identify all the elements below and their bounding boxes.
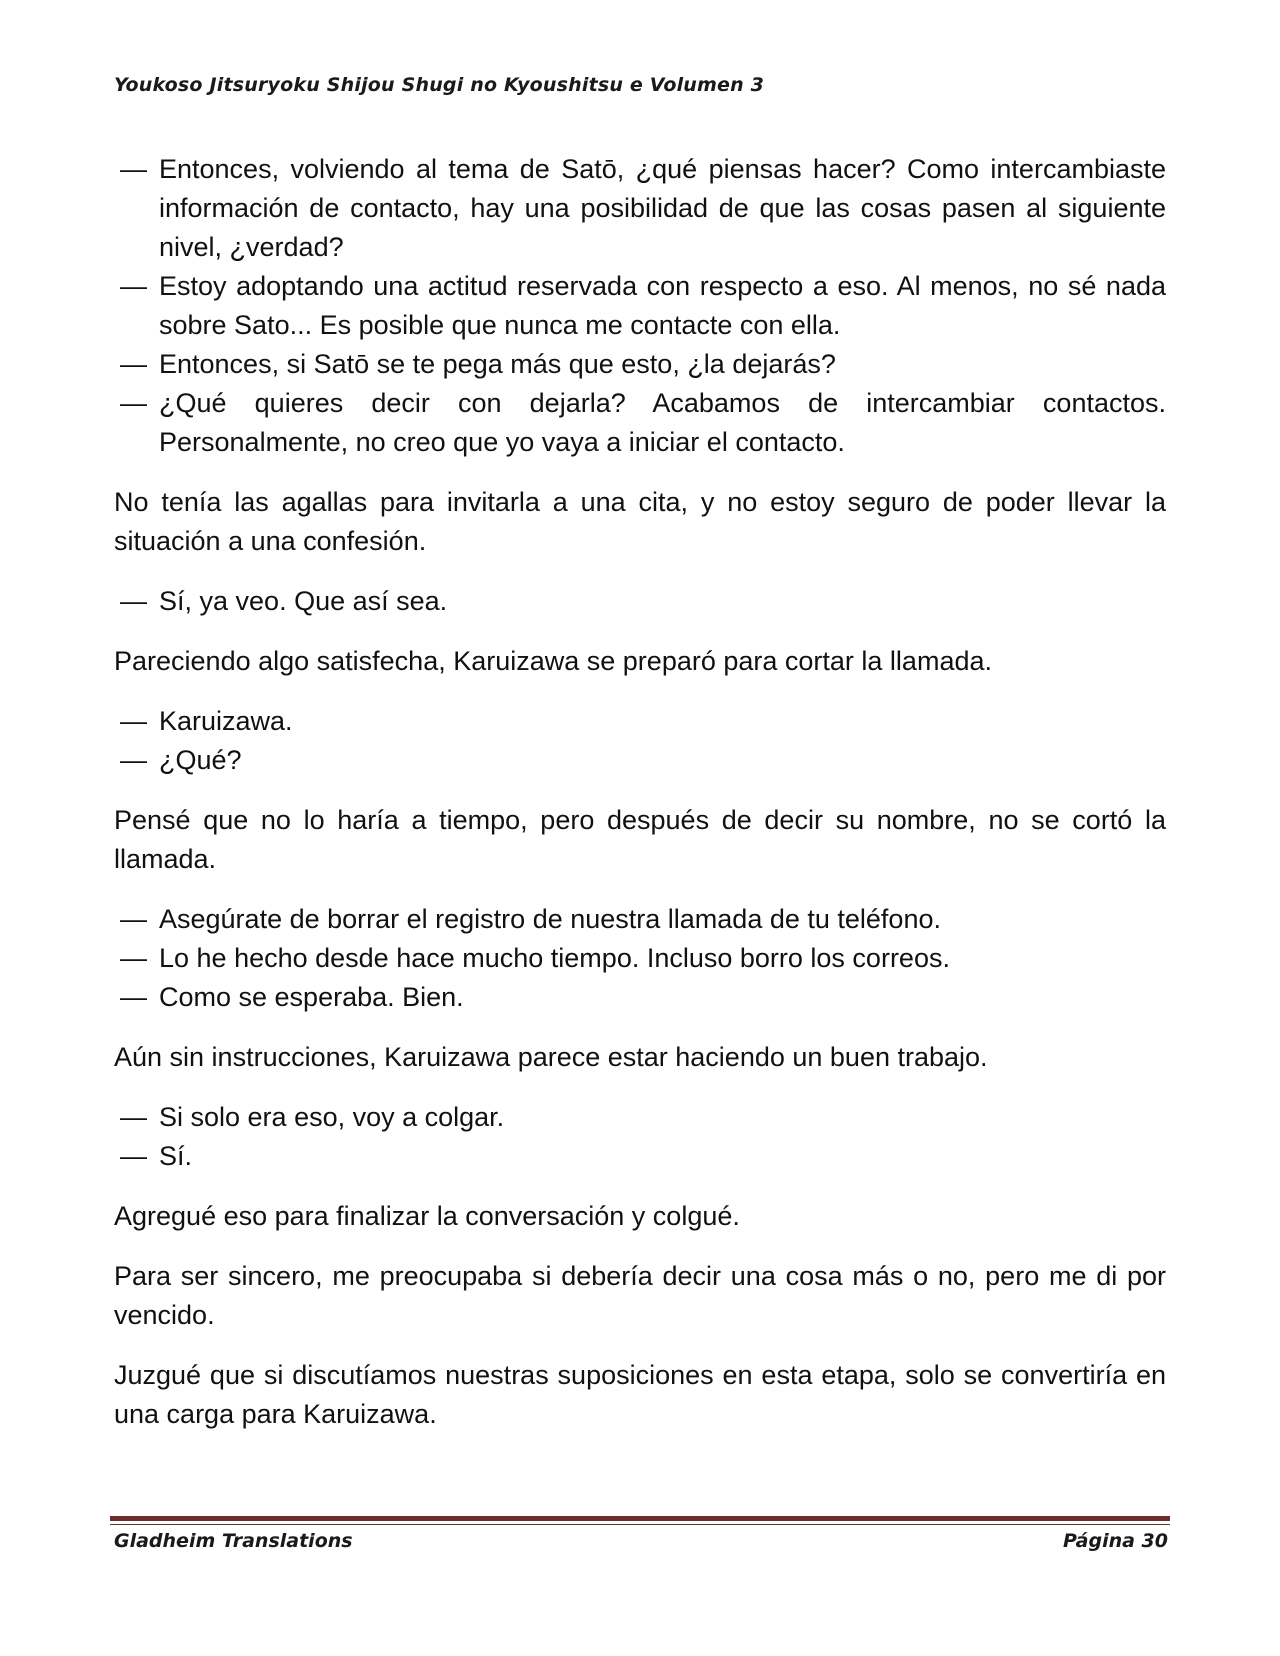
dialogue-text: Entonces, volviendo al tema de Satō, ¿qué piensas hacer? Como intercambiaste información de contacto, hay una posibilidad de que las cosas pasen al siguiente nivel, ¿verdad?	[159, 154, 1166, 262]
dialogue-text: Estoy adoptando una actitud reservada con respecto a eso. Al menos, no sé nada sobre Sato... Es posible que nunca me contacte con ella.	[159, 271, 1166, 340]
dialogue-group	[114, 900, 1166, 1017]
dialogue-line	[114, 150, 1166, 267]
narration-paragraph: Pareciendo algo satisfecha, Karuizawa se preparó para cortar la llamada.	[114, 646, 992, 676]
dialogue-line	[114, 384, 1166, 462]
dialogue-dash: —	[120, 745, 147, 775]
running-header: Youkoso Jitsuryoku Shijou Shugi no Kyoushitsu e Volumen 3	[114, 74, 765, 96]
dialogue-dash: —	[120, 271, 147, 301]
dialogue-line	[114, 939, 1166, 978]
dialogue-dash: —	[120, 154, 147, 184]
dialogue-dash: —	[120, 1102, 147, 1132]
dialogue-group	[114, 1098, 1166, 1176]
narration-paragraph: Agregué eso para finalizar la conversación y colgué.	[114, 1201, 740, 1231]
dialogue-line	[114, 1137, 1166, 1176]
dialogue-text: ¿Qué?	[159, 745, 242, 775]
dialogue-group	[114, 150, 1166, 462]
dialogue-group	[114, 702, 1166, 780]
dialogue-line	[114, 978, 1166, 1017]
dialogue-line	[114, 1098, 1166, 1137]
dialogue-dash: —	[120, 349, 147, 379]
dialogue-dash: —	[120, 388, 147, 418]
dialogue-text: Sí, ya veo. Que así sea.	[159, 586, 448, 616]
narration-paragraph: Juzgué que si discutíamos nuestras suposiciones en esta etapa, solo se convertiría en una carga para Karuizawa.	[114, 1360, 1166, 1429]
footer-publisher: Gladheim Translations	[114, 1530, 353, 1552]
dialogue-text: Sí.	[159, 1141, 193, 1171]
footer-rule	[110, 1516, 1170, 1521]
narration-paragraph: Aún sin instrucciones, Karuizawa parece estar haciendo un buen trabajo.	[114, 1042, 988, 1072]
narration-paragraph: Pensé que no lo haría a tiempo, pero después de decir su nombre, no se cortó la llamada.	[114, 805, 1166, 874]
dialogue-line	[114, 345, 1166, 384]
dialogue-text: Si solo era eso, voy a colgar.	[159, 1102, 505, 1132]
dialogue-dash: —	[120, 586, 147, 616]
dialogue-text: Karuizawa.	[159, 706, 293, 736]
dialogue-line	[114, 900, 1166, 939]
dialogue-text: Asegúrate de borrar el registro de nuestra llamada de tu teléfono.	[159, 904, 941, 934]
narration-paragraph: No tenía las agallas para invitarla a una cita, y no estoy seguro de poder llevar la situación a una confesión.	[114, 487, 1166, 556]
page-body	[114, 150, 1166, 1455]
narration-paragraph: Para ser sincero, me preocupaba si debería decir una cosa más o no, pero me di por vencido.	[114, 1261, 1166, 1330]
dialogue-dash: —	[120, 1141, 147, 1171]
dialogue-dash: —	[120, 706, 147, 736]
dialogue-dash: —	[120, 904, 147, 934]
dialogue-text: Entonces, si Satō se te pega más que esto, ¿la dejarás?	[159, 349, 836, 379]
footer-page-number: Página 30	[1062, 1530, 1168, 1552]
dialogue-dash: —	[120, 982, 147, 1012]
footer-rule-thin	[110, 1524, 1170, 1525]
dialogue-group	[114, 582, 1166, 621]
dialogue-line	[114, 267, 1166, 345]
dialogue-line	[114, 582, 1166, 621]
dialogue-text: Lo he hecho desde hace mucho tiempo. Incluso borro los correos.	[159, 943, 950, 973]
dialogue-dash: —	[120, 943, 147, 973]
dialogue-line	[114, 741, 1166, 780]
dialogue-text: ¿Qué quieres decir con dejarla? Acabamos de intercambiar contactos. Personalmente, no creo que yo vaya a iniciar el contacto.	[159, 388, 1166, 457]
dialogue-line	[114, 702, 1166, 741]
dialogue-text: Como se esperaba. Bien.	[159, 982, 464, 1012]
